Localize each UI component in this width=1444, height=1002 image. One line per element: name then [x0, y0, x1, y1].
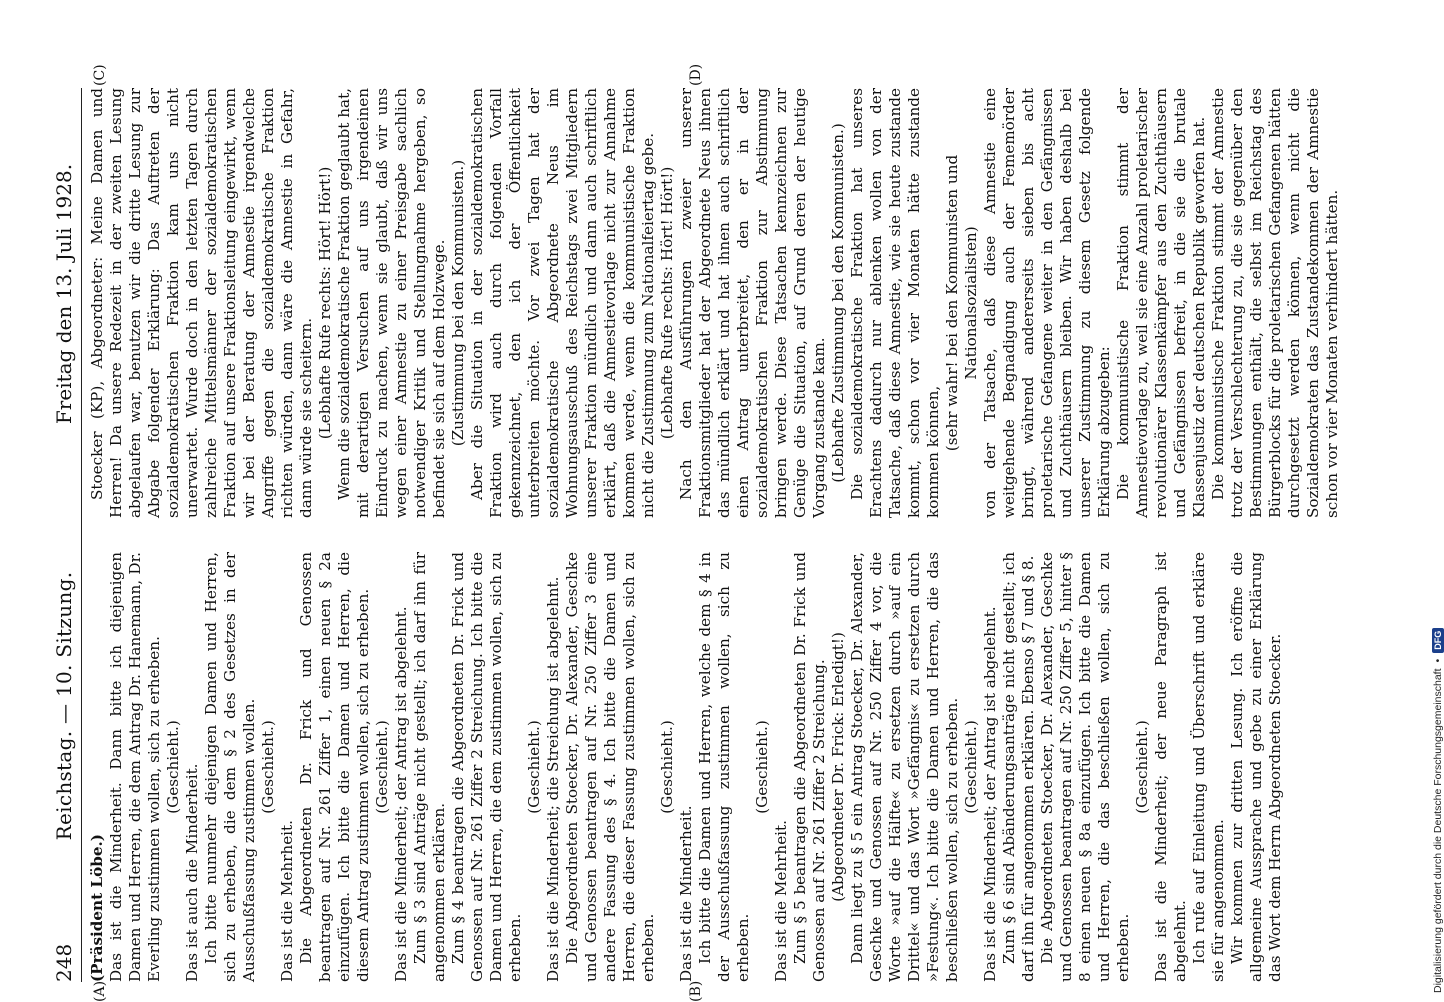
- paragraph: Zum § 4 beantragen die Abgeordneten Dr. Frick und Genossen auf Nr. 261 Ziffer 2 Streichung. Ich bitte die Damen und Herren, die dem zustimmen wollen, sich zu erheben.: [449, 552, 524, 982]
- right-column: [88, 88, 1341, 518]
- margin-marker-d: (D): [688, 63, 704, 86]
- paragraph: Zum § 5 beantragen die Abgeordneten Dr. Frick und Genossen auf Nr. 261 Ziffer 2 Streichung.: [791, 552, 828, 982]
- paragraph: Wenn die sozialdemokratische Fraktion geglaubt hat, mit derartigen Versuchen auf uns irgendeinen Eindruck zu machen, wenn sie glaubt, daß wir uns wegen einer Amnestie zu einer Preisgabe sachlich notwendiger Kritik und Stellungnahme hergeben, so befindet sie sich auf dem Holzwege.: [335, 88, 448, 518]
- paragraph: Das ist die Minderheit; die Streichung ist abgelehnt.: [544, 576, 562, 982]
- paragraph: (Geschieht.): [962, 720, 980, 814]
- paragraph: Stoecker (KP), Abgeordneter: Meine Damen und Herren! Da unsere Redezeit in der zweiten Lesung abgelaufen war, benutzen wir die dritte Lesung zur Abgabe folgender Erklärung: Das Auftreten der sozialdemokratischen Fraktion kam uns nicht unerwartet. Wurde doch in den letzten Tagen durch zahlreiche Mittelsmänner der sozialdemokratischen Fraktion auf unsere Fraktionsleitung eingewirkt, wenn wir bei der Beratung der Amnestie irgendwelche Angriffe gegen die sozialdemokratische Fraktion richten würden, dann wäre die Amnestie in Gefahr, dann würde sie scheitern.: [88, 88, 315, 518]
- document-page: [40, 63, 1360, 1002]
- paragraph: Ich bitte nunmehr diejenigen Damen und Herren, sich zu erheben, die dem § 2 des Gesetzes in der Ausschußfassung zustimmen wollen.: [202, 552, 258, 982]
- paragraph: (Geschieht.): [373, 720, 391, 814]
- paragraph: Die sozialdemokratische Fraktion hat unseres Erachtens dadurch nur ablenken wollen von der Tatsache, daß diese Amnestie, wie sie heute zustande kommt, schon vor vier Monaten hätte zustande kommen können,: [848, 88, 942, 518]
- paragraph: (Zustimmung bei den Kommunisten.): [449, 159, 467, 447]
- paragraph: (Lebhafte Rufe rechts: Hört! Hört!): [658, 166, 676, 440]
- paragraph: Das ist die Mehrheit.: [772, 820, 790, 982]
- paragraph: Dann liegt zu § 5 ein Antrag Stoecker, Dr. Alexander, Geschke und Genossen auf Nr. 250 Ziffer 4 vor, die Worte »auf die Hälfte« zu ersetzen durch »auf ein Drittel« und das Wort »Gefängnis« zu ersetzen durch »Festung«. Ich bitte die Damen und Herren, die das beschließen wollen, sich zu erheben.: [848, 552, 961, 982]
- paragraph: (Lebhafte Zustimmung bei den Kommunisten.): [829, 123, 847, 483]
- page-number: 248: [52, 943, 76, 982]
- paragraph: (Abgeordneter Dr. Frick: Erledigt!): [829, 632, 847, 902]
- paragraph: Das ist die Minderheit. Dann bitte ich diejenigen Damen und Herren, die dem Antrag Dr. Hanemann, Dr. Everling zustimmen wollen, sich zu erheben.: [107, 552, 163, 982]
- paragraph: Die Abgeordneten Dr. Frick und Genossen beantragen auf Nr. 261 Ziffer 1, einen neuen § 2a einzufügen. Ich bitte die Damen und Herren, die diesem Antrag zustimmen wollen, sich zu erheben.: [297, 552, 372, 982]
- paragraph: Zum § 6 sind Abänderungsanträge nicht gestellt; ich darf ihn für angenommen erklären. Ebenso § 7 und § 8.: [1000, 552, 1037, 982]
- paragraph: (sehr wahr! bei den Kommunisten und Nationalsozialisten): [943, 154, 980, 452]
- paragraph: (Lebhafte Rufe rechts: Hört! Hört!): [316, 166, 334, 440]
- paragraph: Das ist die Minderheit; der neue Paragraph ist abgelehnt.: [1152, 552, 1189, 982]
- header-left-title: Reichstag. — 10. Sitzung.: [52, 571, 76, 841]
- paragraph: Die kommunistische Fraktion stimmt der Amnestie trotz der Verschlechterung zu, die sie gegenüber den Bestimmungen enthält, die selbst im Reichstag des Bürgerblocks für die proletarischen Gefangenen hätten durchgesetzt werden können, wenn nicht die Sozialdemokraten das Zustandekommen der Amnestie schon vor vier Monaten verhindert hätten.: [1209, 88, 1341, 518]
- paragraph: (Geschieht.): [658, 720, 676, 814]
- paragraph: Das ist die Minderheit.: [677, 805, 695, 982]
- paragraph: (Geschieht.): [259, 720, 277, 814]
- dfg-logo: DFG: [1432, 628, 1444, 653]
- paragraph: Aber die Situation in der sozialdemokratischen Fraktion wird auch durch folgenden Vorfall gekennzeichnet, den ich der Öffentlichkeit unterbreiten möchte. Vor zwei Tagen hat der sozialdemokratische Abgeordnete Neus im Wohnungsausschuß des Reichstags zwei Mitgliedern unserer Fraktion mündlich und dann auch schriftlich erklärt, daß die Amnestievorlage nicht zur Annahme kommen werde, wenn die kommunistische Fraktion nicht die Zustimmung zum Nationalfeiertag gebe.: [468, 88, 657, 518]
- funding-notice: Digitalisierung gefördert durch die Deutsche Forschungsgemeinschaft: [1432, 668, 1444, 993]
- left-column: [88, 552, 1328, 982]
- paragraph: Die Abgeordneten Stoecker, Dr. Alexander, Geschke und Genossen beantragen auf Nr. 250 Ziffer 3 eine andere Fassung des § 4. Ich bitte die Damen und Herren, die dieser Fassung zustimmen wollen, sich zu erheben.: [563, 552, 657, 982]
- paragraph: Das ist die Minderheit; der Antrag ist abgelehnt.: [392, 606, 410, 982]
- header-right-title: Freitag den 13. Juli 1928.: [52, 163, 76, 425]
- margin-marker-a: (A): [92, 980, 108, 1002]
- paragraph: von der Tatsache, daß diese Amnestie eine weitgehende Begnadigung auch der Fememörder bringt, während andererseits sieben bis acht proletarische Gefangene weiter in den Gefängnissen und Zuchthäusern bleiben. Wir haben deshalb bei unserer Zustimmung zu diesem Gesetz folgende Erklärung abzugeben:: [981, 88, 1113, 518]
- paragraph: Wir kommen zur dritten Lesung. Ich eröffne die allgemeine Aussprache und gebe zu einer Erklärung das Wort dem Herrn Abgeordneten Stoecker.: [1228, 552, 1284, 982]
- paragraph: (Geschieht.): [525, 720, 543, 814]
- paragraph: Die Abgeordneten Stoecker, Dr. Alexander, Geschke und Genossen beantragen auf Nr. 250 Ziffer 5, hinter § 8 einen neuen § 8a einzufügen. Ich bitte die Damen und Herren, die das beschließen wollen, sich zu erheben.: [1038, 552, 1132, 982]
- margin-marker-c: (C): [92, 64, 108, 86]
- paragraph: Die kommunistische Fraktion stimmt der Amnestievorlage zu, weil sie eine Anzahl proletarischer revolutionärer Klassenkämpfer aus den Zuchthäusern und Gefängnissen befreit, in die sie die brutale Klassenjustiz der deutschen Republik geworfen hat.: [1114, 88, 1208, 518]
- paragraph: Das ist die Minderheit; der Antrag ist abgelehnt.: [981, 606, 999, 982]
- paragraph: (Geschieht.): [753, 720, 771, 814]
- text-columns: [88, 63, 1341, 1002]
- paragraph: (Präsident Löbe.): [88, 834, 106, 982]
- paragraph: Das ist auch die Minderheit.: [183, 763, 201, 982]
- paragraph: Nach den Ausführungen zweier unserer Fraktionsmitglieder hat der Abgeordnete Neus ihnen das mündlich erklärt und hat ihnen auch schriftlich einen Antrag unterbreitet, den er in der sozialdemokratischen Fraktion zur Abstimmung bringen werde. Diese Tatsachen kennzeichnen zur Genüge die Situation, auf Grund deren der heutige Vorgang zustande kam.: [677, 88, 828, 518]
- paragraph: Zum § 3 sind Anträge nicht gestellt; ich darf ihn für angenommen erklären.: [411, 552, 448, 982]
- paragraph: (Geschieht.): [1133, 720, 1151, 814]
- funding-sidebar: Digitalisierung gefördert durch die Deutsche Forschungsgemeinschaft • DFG: [1412, 8, 1432, 993]
- page-header: [52, 88, 82, 982]
- paragraph: Ich bitte die Damen und Herren, welche dem § 4 in der Ausschußfassung zustimmen wollen, sich zu erheben.: [696, 552, 752, 982]
- paragraph: Ich rufe auf Einleitung und Überschrift und erkläre sie für angenommen.: [1190, 552, 1227, 982]
- paragraph: Das ist die Mehrheit.: [278, 820, 296, 982]
- margin-marker-b: (B): [688, 980, 704, 1002]
- paragraph: (Geschieht.): [164, 720, 182, 814]
